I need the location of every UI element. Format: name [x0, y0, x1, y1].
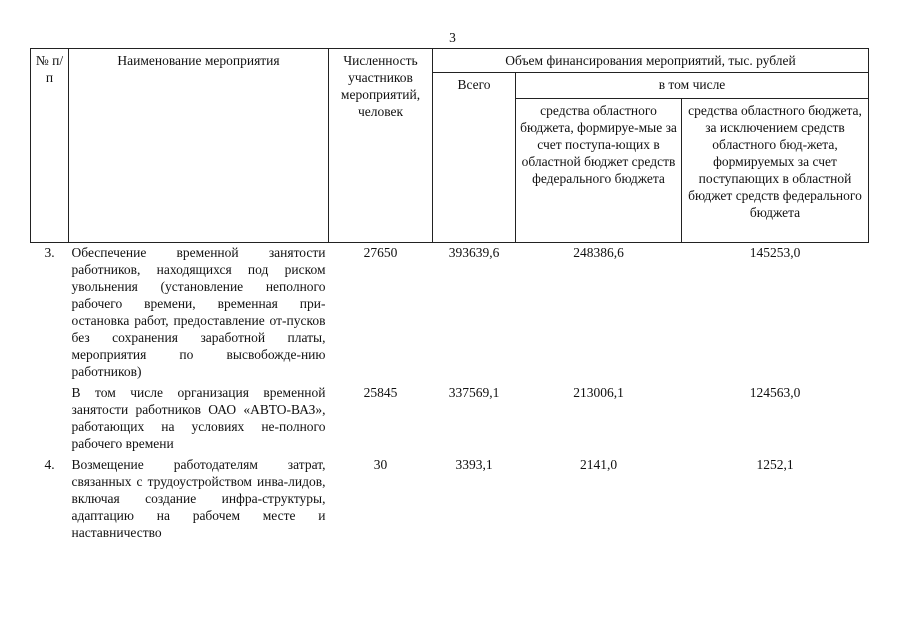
row-total: 3393,1 [455, 457, 493, 472]
header-name: Наименование мероприятия [69, 49, 329, 243]
program-table [30, 48, 869, 541]
row-regional-federal: 248386,6 [573, 245, 624, 260]
header-total: Всего [433, 73, 516, 243]
row-participants: 25845 [363, 385, 398, 400]
row-regional-own: 124563,0 [749, 385, 801, 400]
header-num: № п/п [31, 49, 69, 243]
table-row [31, 452, 869, 541]
header-participants: Численность участников мероприятий, человек [329, 49, 433, 243]
row-name: В том числе организация временной занятости работников ОАО «АВТО-ВАЗ», работающих на условиях не-полного рабочего времени [71, 385, 326, 451]
table-row [31, 243, 869, 381]
row-name: Обеспечение временной занятости работников, находящихся под риском увольнения (установление неполного рабочего времени, временная при-остановка работ, предоставление от-пусков без сохранения заработной платы, мероприятия по высвобожде-нию работников) [71, 245, 326, 379]
row-name: Возмещение работодателям затрат, связанных с трудоустройством инва-лидов, включая создание инфра-структуры, адаптацию на рабочем месте и наставничество [71, 457, 326, 540]
row-regional-own: 1252,1 [756, 457, 794, 472]
row-regional-federal: 213006,1 [573, 385, 624, 400]
header-including: в том числе [516, 73, 869, 99]
header-regional-federal: средства областного бюджета, формируе-мые за счет поступа-ющих в областной бюджет средств федерального бюджета [516, 99, 682, 243]
row-regional-own: 145253,0 [749, 245, 801, 260]
header-funding: Объем финансирования мероприятий, тыс. рублей [433, 49, 869, 73]
page-number: 3 [449, 30, 456, 45]
row-participants: 30 [373, 457, 388, 472]
row-num: 4. [44, 457, 55, 472]
table-header [31, 49, 869, 243]
table-row [31, 380, 869, 452]
table-body [31, 243, 869, 542]
row-participants: 27650 [363, 245, 398, 260]
header-regional-own: средства областного бюджета, за исключением средств областного бюд-жета, формируемых за счет поступающих в областной бюджет средств федерального бюджета [682, 99, 869, 243]
row-regional-federal: 2141,0 [579, 457, 618, 472]
row-total: 337569,1 [448, 385, 500, 400]
row-total: 393639,6 [448, 245, 500, 260]
row-num: 3. [44, 245, 55, 260]
row-num [31, 380, 69, 452]
